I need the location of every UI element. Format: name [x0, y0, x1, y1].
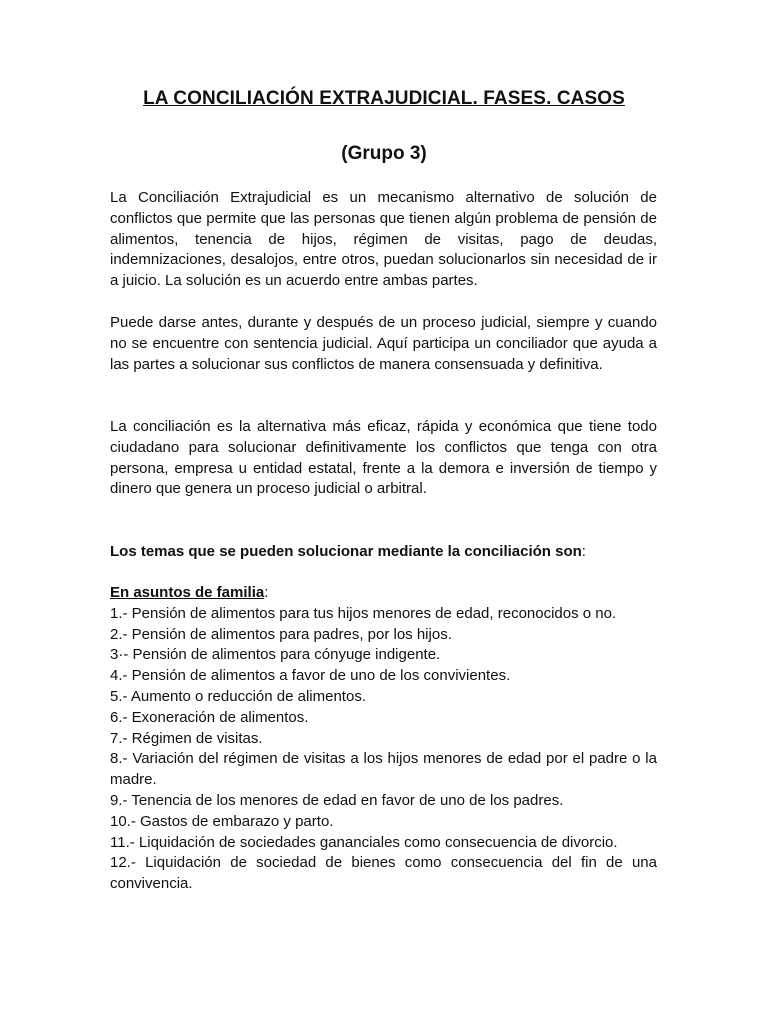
- paragraph-1: La Conciliación Extrajudicial es un mecanismo alternativo de solución de conflictos que permite que las personas que tienen algún problema de pensión de alimentos, tenencia de hijos, régimen de visitas, pago de deudas, indemnizaciones, desalojos, entre otros, puedan solucionarlos sin necesidad de ir a juicio. La solución es un acuerdo entre ambas partes.: [110, 189, 657, 290]
- list-item: 1.- Pensión de alimentos para tus hijos menores de edad, reconocidos o no.: [110, 604, 617, 622]
- document-subtitle: (Grupo 3): [341, 143, 427, 164]
- family-heading-colon: :: [264, 584, 269, 601]
- family-heading: [110, 583, 657, 604]
- list-item: 11.- Liquidación de sociedades gananciales como consecuencia de divorcio.: [110, 833, 618, 851]
- paragraph-2: Puede darse antes, durante y después de un proceso judicial, siempre y cuando no se encuentre con sentencia judicial. Aquí participa un conciliador que ayuda a las partes a solucionar sus conflictos de manera consensuada y definitiva.: [110, 314, 657, 373]
- family-section: [110, 583, 657, 895]
- list-item: 4.- Pensión de alimentos a favor de uno de los convivientes.: [110, 667, 511, 685]
- list-item: 9.- Tenencia de los menores de edad en favor de uno de los padres.: [110, 791, 564, 809]
- document-title: LA CONCILIACIÓN EXTRAJUDICIAL. FASES. CASOS: [143, 88, 625, 109]
- paragraph-3: La conciliación es la alternativa más eficaz, rápida y económica que tiene todo ciudadano para solucionar definitivamente los conflictos que tenga con otra persona, empresa u entidad estatal, frente a la demora e inversión de tiempo y dinero que genera un proceso judicial o arbitral.: [110, 418, 657, 498]
- list-item: 12.- Liquidación de sociedad de bienes como consecuencia del fin de una convivencia.: [110, 854, 657, 893]
- list-item: 3·- Pensión de alimentos para cónyuge indigente.: [110, 646, 441, 664]
- list-item: 2.- Pensión de alimentos para padres, por los hijos.: [110, 625, 452, 643]
- topics-heading: [110, 542, 657, 563]
- topics-heading-text: Los temas que se pueden solucionar mediante la conciliación son: [110, 543, 582, 560]
- list-item: 7.- Régimen de visitas.: [110, 729, 263, 747]
- list-item: 10.- Gastos de embarazo y parto.: [110, 812, 334, 830]
- family-heading-text: En asuntos de familia: [110, 584, 265, 601]
- list-item: 8.- Variación del régimen de visitas a los hijos menores de edad por el padre o la madre.: [110, 750, 657, 789]
- list-item: 5.- Aumento o reducción de alimentos.: [110, 687, 366, 705]
- topics-heading-colon: :: [581, 543, 586, 560]
- list-item: 6.- Exoneración de alimentos.: [110, 708, 309, 726]
- family-list: [110, 604, 657, 895]
